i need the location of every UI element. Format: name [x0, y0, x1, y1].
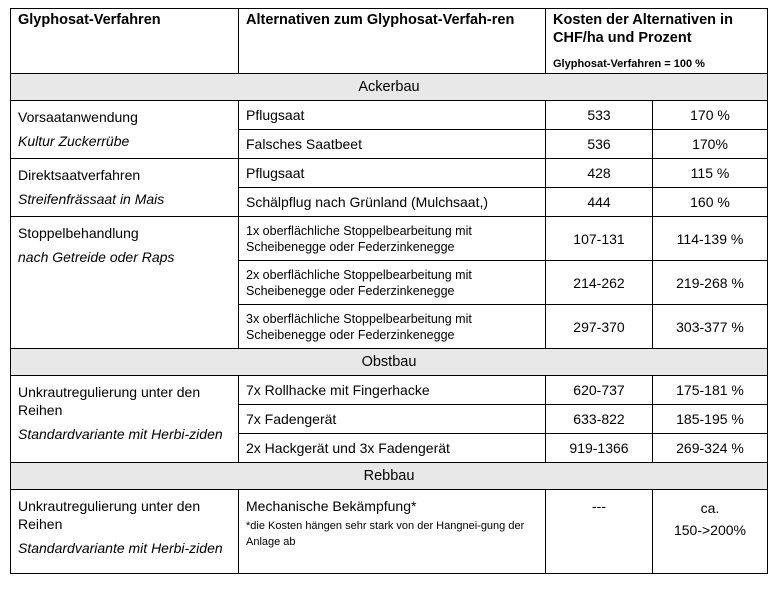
header-alternativen: Alternativen zum Glyphosat-Verfah-ren [239, 9, 546, 74]
pct-cell: 160 % [653, 188, 768, 217]
alt-cell: 7x Rollhacke mit Fingerhacke [239, 376, 546, 405]
pct-line1: ca. [700, 500, 720, 516]
cost-cell: 536 [546, 130, 653, 159]
group-direkt [11, 159, 239, 217]
table-row [11, 376, 768, 405]
group-sub: Standardvariante mit Herbi-ziden [18, 540, 223, 556]
cost-cell: 919-1366 [546, 434, 653, 463]
section-rebbau: Rebbau [11, 463, 768, 490]
alt-cell: Schälpflug nach Grünland (Mulchsaat,) [239, 188, 546, 217]
group-sub: Streifenfrässaat in Mais [18, 191, 165, 207]
group-name: Unkrautregulierung unter den Reihen [18, 498, 201, 532]
cost-cell: 428 [546, 159, 653, 188]
alt-cell: Pflugsaat [239, 101, 546, 130]
section-row [11, 463, 768, 490]
group-sub: Kultur Zuckerrübe [18, 133, 130, 149]
section-row [11, 349, 768, 376]
table-row [11, 490, 768, 574]
alt-text: Mechanische Bekämpfung* [246, 498, 417, 514]
group-sub: Standardvariante mit Herbi-ziden [18, 426, 223, 442]
table-row [11, 101, 768, 130]
cost-cell: 633-822 [546, 405, 653, 434]
alt-cell: 7x Fadengerät [239, 405, 546, 434]
pct-cell: 170 % [653, 101, 768, 130]
group-name: Stoppelbehandlung [18, 225, 139, 241]
footnote: *die Kosten hängen sehr stark von der Hangnei-gung der Anlage ab [246, 520, 525, 548]
cost-cell: --- [546, 490, 653, 574]
cost-cell: 214-262 [546, 261, 653, 305]
alt-cell: 3x oberflächliche Stoppelbearbeitung mit Scheibenegge oder Federzinkenegge [239, 305, 546, 349]
header-kosten-note: Glyphosat-Verfahren = 100 % [553, 58, 705, 70]
group-obst [11, 376, 239, 463]
pct-cell [653, 490, 768, 574]
cost-cell: 533 [546, 101, 653, 130]
group-vorsaat [11, 101, 239, 159]
pct-cell: 185-195 % [653, 405, 768, 434]
pct-cell: 115 % [653, 159, 768, 188]
pct-cell: 170% [653, 130, 768, 159]
alt-cell: Falsches Saatbeet [239, 130, 546, 159]
cost-cell: 107-131 [546, 217, 653, 261]
section-row [11, 74, 768, 101]
pct-cell: 219-268 % [653, 261, 768, 305]
table-row [11, 217, 768, 261]
pct-cell: 175-181 % [653, 376, 768, 405]
group-sub: nach Getreide oder Raps [18, 249, 175, 265]
group-name: Unkrautregulierung unter den Reihen [18, 384, 201, 418]
section-ackerbau: Ackerbau [11, 74, 768, 101]
group-stoppel [11, 217, 239, 349]
alt-cell: Pflugsaat [239, 159, 546, 188]
section-obstbau: Obstbau [11, 349, 768, 376]
alt-cell [239, 490, 546, 574]
cost-cell: 444 [546, 188, 653, 217]
alt-cell: 1x oberflächliche Stoppelbearbeitung mit Scheibenegge oder Federzinkenegge [239, 217, 546, 261]
header-glyphosat: Glyphosat-Verfahren [11, 9, 239, 74]
group-name: Vorsaatanwendung [18, 109, 138, 125]
header-kosten-title: Kosten der Alternativen in CHF/ha und Prozent [553, 12, 733, 46]
group-reb [11, 490, 239, 574]
pct-cell: 303-377 % [653, 305, 768, 349]
header-row [11, 9, 768, 74]
pct-cell: 114-139 % [653, 217, 768, 261]
alt-cell: 2x Hackgerät und 3x Fadengerät [239, 434, 546, 463]
header-kosten [546, 9, 768, 74]
table-row [11, 159, 768, 188]
pct-cell: 269-324 % [653, 434, 768, 463]
cost-cell: 297-370 [546, 305, 653, 349]
pct-line2: 150->200% [673, 522, 746, 538]
cost-cell: 620-737 [546, 376, 653, 405]
alt-cell: 2x oberflächliche Stoppelbearbeitung mit Scheibenegge oder Federzinkenegge [239, 261, 546, 305]
group-name: Direktsaatverfahren [18, 167, 141, 183]
cost-table [10, 8, 768, 574]
